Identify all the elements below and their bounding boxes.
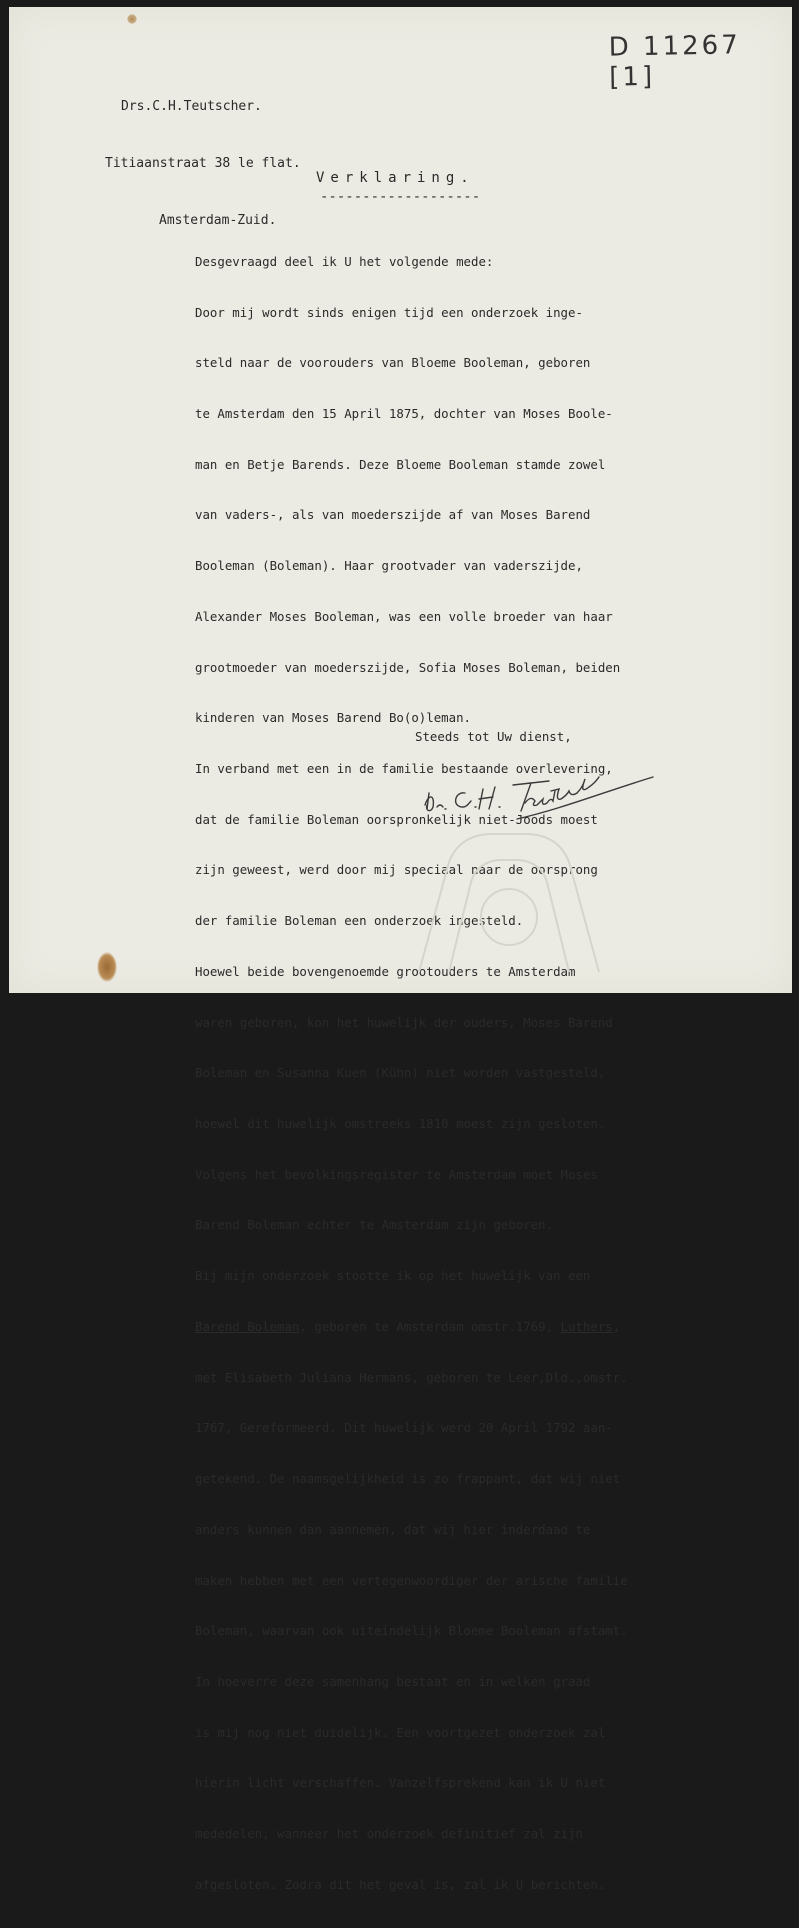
body-line: In verband met een in de familie bestaande overlevering, xyxy=(195,761,613,776)
body-line: waren geboren, kon het huwelijk der ouders, Moses Barend xyxy=(195,1014,613,1030)
body-line: dat de familie Boleman oorspronkelijk niet-Joods moest xyxy=(195,811,598,827)
body-line: kinderen van Moses Barend Bo(o)leman. xyxy=(195,710,472,726)
body-line: is mij nog niet duidelijk. Een voortgezet onderzoek zal xyxy=(195,1724,606,1740)
body-line: Barend Boleman echter te Amsterdam zijn geboren. xyxy=(195,1217,554,1233)
body-line: der familie Boleman een onderzoek ingesteld. xyxy=(195,913,524,929)
body-fragment: , geboren te Amsterdam omstr.1769, xyxy=(299,1318,561,1334)
body-line: hoewel dit huwelijk omstreeks 1810 moest zijn gesloten. xyxy=(195,1116,606,1132)
body-line: Booleman (Boleman). Haar grootvader van vaderszijde, xyxy=(195,558,583,574)
body-line: van vaders-, als van moederszijde af van Moses Barend xyxy=(195,507,591,523)
body-line: anders kunnen dan aannemen, dat wij hier inderdaad te xyxy=(195,1521,591,1537)
body-line: steld naar de voorouders van Bloeme Booleman, geboren xyxy=(195,355,591,371)
archive-reference: D 11267 [1] xyxy=(608,30,741,93)
body-line: Hoewel beide bovengenoemde grootouders te Amsterdam xyxy=(195,963,576,979)
underlined-religion: Luthers xyxy=(560,1318,613,1334)
body-fragment: , xyxy=(612,1318,621,1334)
letter-page xyxy=(9,7,792,1892)
closing-line: Steeds tot Uw dienst, xyxy=(415,729,572,744)
body-line: hierin licht verschaffen. Vanzelfsprekend kan ik U niet xyxy=(195,1775,606,1791)
letter-body xyxy=(195,220,628,1928)
title-underline: ------------------- xyxy=(320,189,481,205)
stain-mark xyxy=(127,14,137,24)
sender-name: Drs.C.H.Teutscher. xyxy=(121,99,262,114)
document-title: Verklaring. xyxy=(316,170,475,186)
body-line: man en Betje Barends. Deze Bloeme Booleman stamde zowel xyxy=(195,456,606,472)
body-line: afgesloten. Zodra dit het geval is, zal ik U berichten. xyxy=(195,1876,606,1892)
body-line: Boleman, waarvan ook uiteindelijk Bloeme Booleman afstamt. xyxy=(195,1623,628,1639)
body-line: Bij mijn onderzoek stootte ik op het huwelijk van een xyxy=(195,1268,591,1284)
stain-mark xyxy=(97,952,117,982)
body-line: maken hebben met een vertegenwoordiger der arische familie xyxy=(195,1572,628,1588)
body-line: te Amsterdam den 15 April 1875, dochter van Moses Boole- xyxy=(195,405,613,421)
body-line: getekend. De naamsgelijkheid is zo frappant, dat wij niet xyxy=(195,1471,621,1487)
faint-embossed-stamp xyxy=(389,822,629,982)
sender-city: Amsterdam-Zuid. xyxy=(159,213,277,228)
sender-street: Titiaanstraat 38 le flat. xyxy=(105,156,301,171)
body-line: Door mij wordt sinds enigen tijd een onderzoek inge- xyxy=(195,304,583,320)
body-line-underlined xyxy=(195,1319,628,1336)
body-line: Desgevraagd deel ik U het volgende mede: xyxy=(195,253,494,269)
underlined-name: Barend Boleman xyxy=(195,1318,300,1334)
body-line: Volgens het bevolkingsregister te Amsterdam moet Moses xyxy=(195,1166,598,1182)
body-line: Alexander Moses Booleman, was een volle broeder van haar xyxy=(195,608,613,624)
body-line: met Elisabeth Juliana Hermans, geboren te Leer,Dld.,omstr. xyxy=(195,1369,628,1385)
body-line: zijn geweest, werd door mij speciaal naar de oorsprong xyxy=(195,862,598,878)
body-line: In hoeverre deze samenhang bestaat en in welken graad xyxy=(195,1673,591,1689)
body-line: grootmoeder van moederszijde, Sofia Moses Boleman, beiden xyxy=(195,659,621,675)
body-line: 1767, Gereformeerd. Dit huwelijk werd 20 April 1792 aan- xyxy=(195,1420,613,1436)
body-line: Boleman en Susanna Kuen (Kühn) niet worden vastgesteld, xyxy=(195,1065,606,1081)
body-line: mededelen, wanneer het onderzoek definitief zal zijn xyxy=(195,1826,583,1842)
